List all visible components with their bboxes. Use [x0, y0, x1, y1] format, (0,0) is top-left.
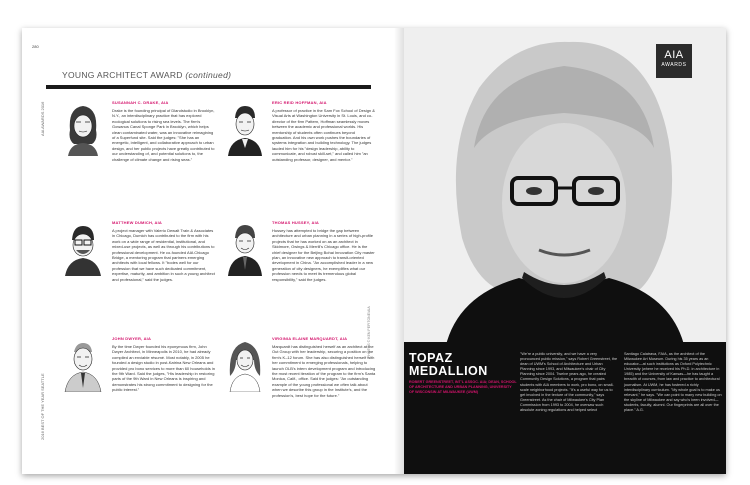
portrait-dwyer — [62, 336, 104, 392]
topaz-title-line2: MEDALLION — [409, 364, 488, 378]
portrait-hussey — [224, 220, 266, 276]
aia-awards-badge — [656, 44, 692, 78]
architect-name-6: VIRGINIA ELAINE MARQUARDT, AIA — [272, 336, 348, 341]
architect-bio-6: Marquardt has distinguished herself as an architect at the Out Group with her leadership, securing a position on the firm's K–12 forum. She has also distinguished herself with her commitment to emerging professionals, helping to launch OLB's intern development program and introducing the most recent iteration of the program to the firm's Santa Monica, Calif., office. Said the judges: "An outstanding example of the young professional we often talk about when we describe this group in the Institute's, and the profession's, best hope for the future." — [272, 344, 376, 398]
architect-name-2: ERIC REID HOFFMAN, AIA — [272, 100, 327, 105]
architect-bio-5: By the time Dwyer founded his eponymous firm, John Dwyer Architect, in Minneapolis in 2010, he had already compiled an enviable résumé. Most notably, in 2005 he founded a design studio in post-Katrina New Orleans and provided pro bono services to more than 60 households in the 9th Ward. Said the judges, "His leadership in restoring parts of the 9th Ward in New Orleans is inspiring and demonstrates his strong commitment to designing for the public interest." — [112, 344, 215, 393]
architect-bio-3: A project manager with Valerio Dewalt Train & Associates in Chicago, Dumich has contributed to the firm with his work on a wide range of residential, institutional, and mixed-use projects, as well as through his contributions to professional development. He co-founded AIA Chicago Bridge, a mentoring program that partners emerging architects with local fellows. It "bodes well for our profession that we have such dedicated commitment, expertise, maturity, and ambition in such a young architect and professional," said the judges. — [112, 228, 215, 282]
section-title — [62, 70, 231, 80]
running-header: AIA AWARDS 2016 — [40, 101, 45, 136]
section-title-text: YOUNG ARCHITECT AWARD — [62, 70, 183, 80]
topaz-winner: ROBERT GREENSTREET, INT'L ASSOC. AIA; DEAN, SCHOOL OF ARCHITECTURE AND URBAN PLANNING, UNIVERSITY OF WISCONSIN AT MILWAUKEE (UWM) — [409, 380, 517, 394]
architect-name-5: JOHN DWYER, AIA — [112, 336, 152, 341]
magazine-spread — [22, 28, 726, 474]
running-footer: 2016 BEST OF THE YEAR SEATTLE — [40, 373, 45, 440]
architect-bio-1: Drake is the founding principal of Dlandstudio in Brooklyn, N.Y., an interdisciplinary practice that has explored ecological solutions to rising sea levels. The firm's Gowanus Canal Sponge Park in Brooklyn, which helps clean contaminated water, was an innovative reimagining of a Superfund site. Said the judges: "She has an energetic, intelligent, and collaborative approach to urban design, and her public projects have greatly contributed to our understanding of, and potential solutions to, the challenge of climate change and rising seas." — [112, 108, 215, 162]
portrait-dumich — [62, 220, 104, 276]
photo-credit: PHOTOS © KEN PEPITONE/AIA — [367, 306, 371, 358]
right-page — [404, 28, 726, 474]
topaz-title-line1: TOPAZ — [409, 351, 453, 365]
portrait-marquardt — [224, 336, 266, 392]
portrait-drake — [62, 100, 104, 156]
badge-awards: AWARDS — [661, 62, 687, 68]
architect-name-3: MATTHEW DUMICH, AIA — [112, 220, 163, 225]
section-rule — [46, 85, 371, 89]
architect-bio-4: Hussey has attempted to bridge the gap between architecture and urban planning in a series of high-profile projects that he has worked on as an architect in Skidmore, Owings & Merrill's Chicago office. He is the chief designer for the Beijing Bohai Innovation City master plan, an innovative new approach to transit-oriented development in China. "An accomplished leader in a new generation of city designers, he exemplifies what our profession needs to meet its tremendous global responsibility," said the judges. — [272, 228, 375, 282]
architect-name-1: SUSANNAH C. DRAKE, AIA — [112, 100, 169, 105]
topaz-text-col-1: "We're a public university, and we have a very pronounced public mission," says Robert Greenstreet, the dean of UWM's School of Architecture and Urban Planning since 1993, and Milwaukee's chair of City Planning since 2004. Twelve years ago, he created Community Design Solutions, a program that pairs students with AIA members to work, pro bono, on small-scale neighborhood projects. "It's a useful way for us to get involved in the texture of the community," says Greenstreet. As the chair of Milwaukee's City Plan Commission from 1993 to 2004, he oversaw such absolute zoning regulations and helped select — [520, 352, 618, 413]
architect-bio-2: A professor of practice in the Sam Fox School of Design & Visual Arts at Washington University in St. Louis, and co-director of the firm Pattern, Hoffman seamlessly moves between the academic and professional worlds. His mentorship of students often continues beyond graduation. And his own work pushes the boundaries of systems integration and building technology. The judges lauded him for his "design leadership, ability to communicate, and robust skill-set," and called him "an outstanding professor, designer, and mentor." — [272, 108, 375, 162]
portrait-hoffman — [224, 100, 266, 156]
section-title-continued: (continued) — [185, 70, 232, 80]
topaz-panel — [404, 342, 726, 474]
page-number: 280 — [32, 44, 39, 49]
left-page — [22, 28, 404, 474]
architect-name-4: THOMAS HUSSEY, AIA — [272, 220, 320, 225]
badge-aia: AIA — [664, 49, 684, 61]
topaz-text-col-2: Santiago Calatrava, FAIA, as the architect of the Milwaukee Art Museum. During his 35 years as an educator—at such institutions as Oxford Polytechnic University (where he received his Ph.D. in architecture in 1985) and the University of Kansas—he has taught a breadth of courses, from law and practice to architectural journalism. At UWM, he has fostered a richly interdisciplinary curriculum. "My whole goal is to make us relevant," he says. "We can point to many new building on the skyline of Milwaukee and say who's been involved—students, faculty, alumni. Our fingerprints are all over the place." A.G. — [624, 352, 722, 413]
topaz-title — [409, 352, 488, 378]
